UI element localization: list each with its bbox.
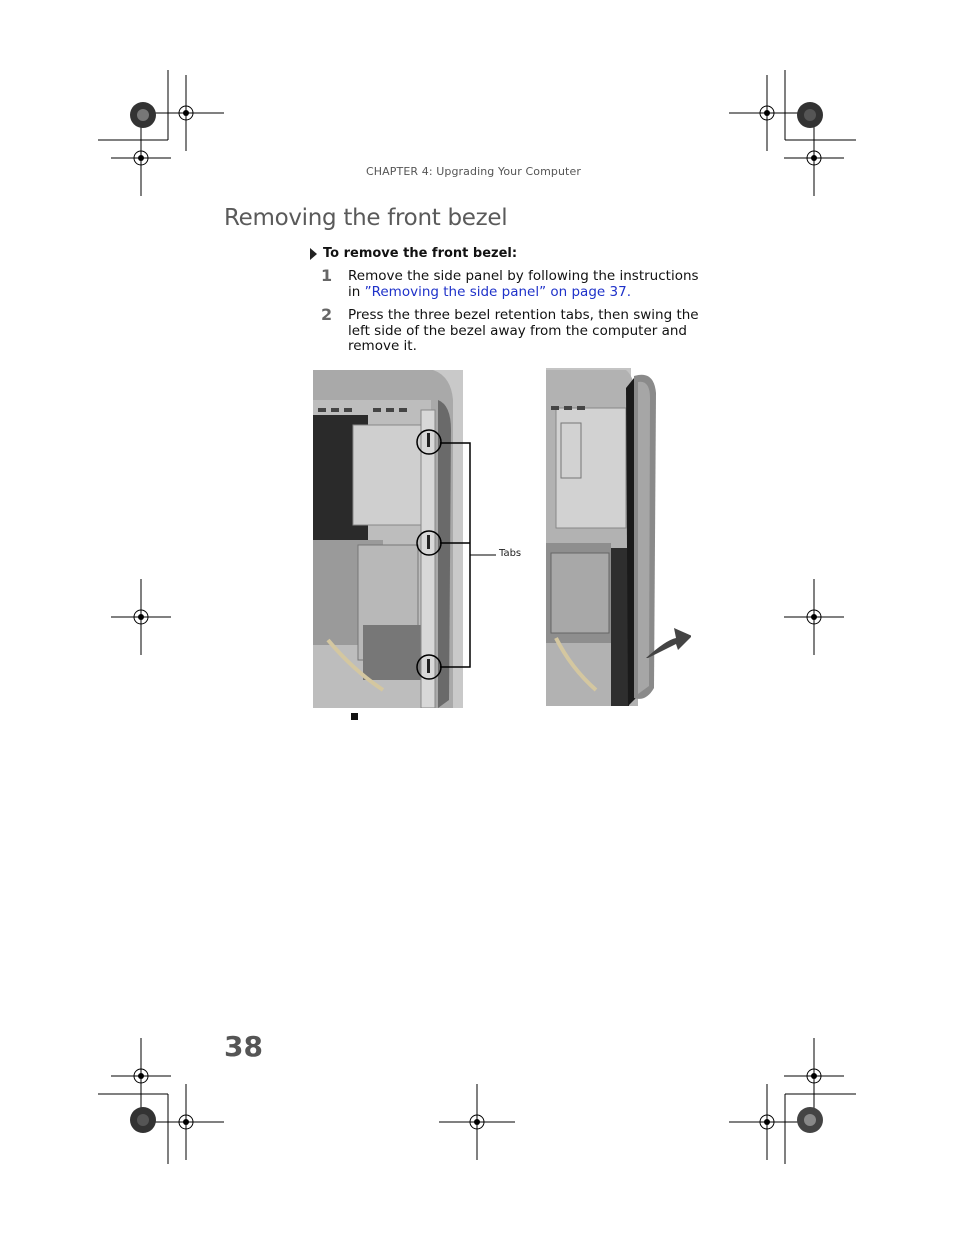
procedure-heading (310, 246, 517, 261)
tabs-callout-bracket (440, 435, 500, 675)
step-text-before: Remove the side panel by following the instructions in (348, 268, 699, 300)
page-number: 38 (224, 1030, 263, 1063)
step-text (348, 269, 700, 300)
cross-reference-link[interactable]: ”Removing the side panel” on page 37 (364, 283, 627, 300)
step-number: 2 (321, 305, 333, 324)
procedure-heading-text: To remove the front bezel: (323, 246, 518, 261)
running-head: CHAPTER 4: Upgrading Your Computer (366, 165, 581, 178)
callout-label: Tabs (499, 548, 522, 559)
bezel-removal-photo (546, 368, 691, 708)
step-text-after: . (626, 283, 631, 300)
triangle-bullet-icon (310, 248, 317, 260)
end-of-procedure-mark (351, 713, 358, 720)
step-number: 1 (321, 266, 333, 285)
section-title: Removing the front bezel (224, 205, 508, 231)
step-text: Press the three bezel retention tabs, then swing the left side of the bezel away from the computer and remove it. (348, 307, 699, 354)
